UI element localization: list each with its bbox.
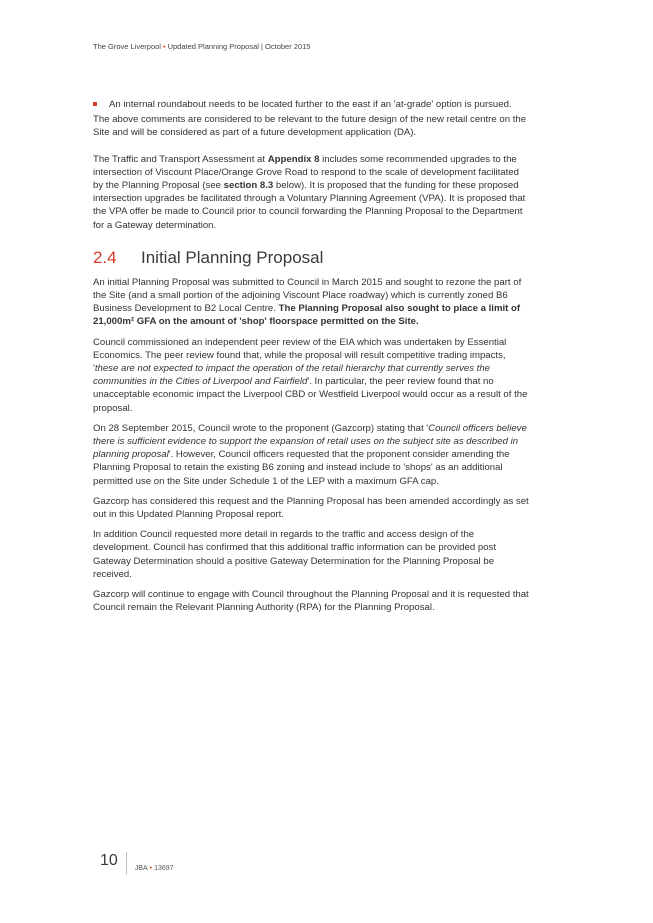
para-text: below). It is proposed that the funding for these proposed intersection upgrades be facilitated through a Voluntary Planning Agreement (VPA). It is proposed that the VPA offer be made to Council prior to council forwarding the Planning Proposal to the Department for a Gateway determination. (93, 180, 526, 231)
paragraph-engagement: Gazcorp will continue to engage with Council throughout the Planning Proposal and it is requested that Council remain the Relevant Planning Authority (RPA) for the Planning Proposal. (93, 589, 529, 614)
running-header (93, 42, 310, 51)
para-text: Council commissioned an independent peer review of the EIA which was undertaken by Essential Economics. The peer review found that, while the proposal will result competitive trading impacts, ' (93, 336, 507, 375)
header-project: The Grove Liverpool (93, 42, 161, 51)
para-text: '. However, Council officers requested that the proponent consider amending the Planning Proposal to retain the existing B6 zoning and instead include to 'shops' as an additional permitted use on the Site under Schedule 1 of the LEP with a maximum GFA cap. (93, 449, 510, 487)
header-separator: • (162, 42, 166, 51)
paragraph-traffic (93, 153, 529, 232)
bullet-text: An internal roundabout needs to be located further to the east if an 'at-grade' option is pursued. (109, 99, 512, 110)
bullet-item (93, 98, 529, 111)
footer-separator: • (149, 865, 153, 872)
page-body (93, 98, 529, 622)
para-text: '. In particular, the peer review found that no unacceptable economic impact the Liverpool CBD or Westfield Liverpool would occur as a result of the proposal. (93, 376, 528, 414)
footer-org (135, 865, 174, 874)
paragraph-comments: The above comments are considered to be relevant to the future design of the new retail centre on the Site and will be considered as part of a future development application (DA). (93, 114, 527, 139)
section-number: 2.4 (93, 247, 117, 267)
bullet-marker (93, 102, 97, 106)
section-ref: section 8.3 (223, 180, 274, 192)
section-title: Initial Planning Proposal (141, 247, 324, 267)
paragraph-amended: Gazcorp has considered this request and the Planning Proposal has been amended accordingly as set out in this Updated Planning Proposal report. (93, 495, 529, 521)
quote-text: these are not expected to impact the operation of the retail hierarchy that currently serves the communities in the Cities of Liverpool and Fairfield (93, 363, 491, 388)
para-text: The Traffic and Transport Assessment at (93, 153, 268, 165)
quote-text: Council officers believe there is sufficient evidence to support the expansion of retail uses on the subject site as described in planning proposal (93, 422, 527, 461)
page-footer (100, 852, 174, 874)
paragraph-initial-proposal (93, 276, 529, 329)
para-text: On 28 September 2015, Council wrote to the proponent (Gazcorp) stating that ' (93, 422, 429, 434)
para-bold-text: The Planning Proposal also sought to place a limit of 21,000m² GFA on the amount of 'shop' floorspace permitted on the Site. (93, 303, 521, 328)
paragraph-peer-review (93, 336, 529, 415)
header-doc: Updated Planning Proposal | October 2015 (167, 42, 311, 51)
org-name: JBA (134, 865, 148, 872)
page-number: 10 (100, 852, 127, 874)
paragraph-council-letter (93, 422, 529, 488)
appendix-ref: Appendix 8 (267, 153, 320, 165)
para-text: An initial Planning Proposal was submitted to Council in March 2015 and sought to rezone the part of the Site (and a small portion of the adjoining Viscount Place roadway) which is currently zoned B6 Business Development to B2 Local Centre. (93, 276, 522, 315)
para-text: includes some recommended upgrades to the intersection of Viscount Place/Orange Grove Road to respond to the scale of development facilitated by the Planning Proposal (see (93, 153, 519, 192)
project-ref: 13697 (154, 865, 174, 872)
paragraph-traffic-detail: In addition Council requested more detail in regards to the traffic and access design of the development. Council has confirmed that this additional traffic information can be provided post Gateway Determination should a positive Gateway Determination for the Planning Proposal be received. (93, 529, 496, 580)
section-heading (93, 248, 529, 268)
